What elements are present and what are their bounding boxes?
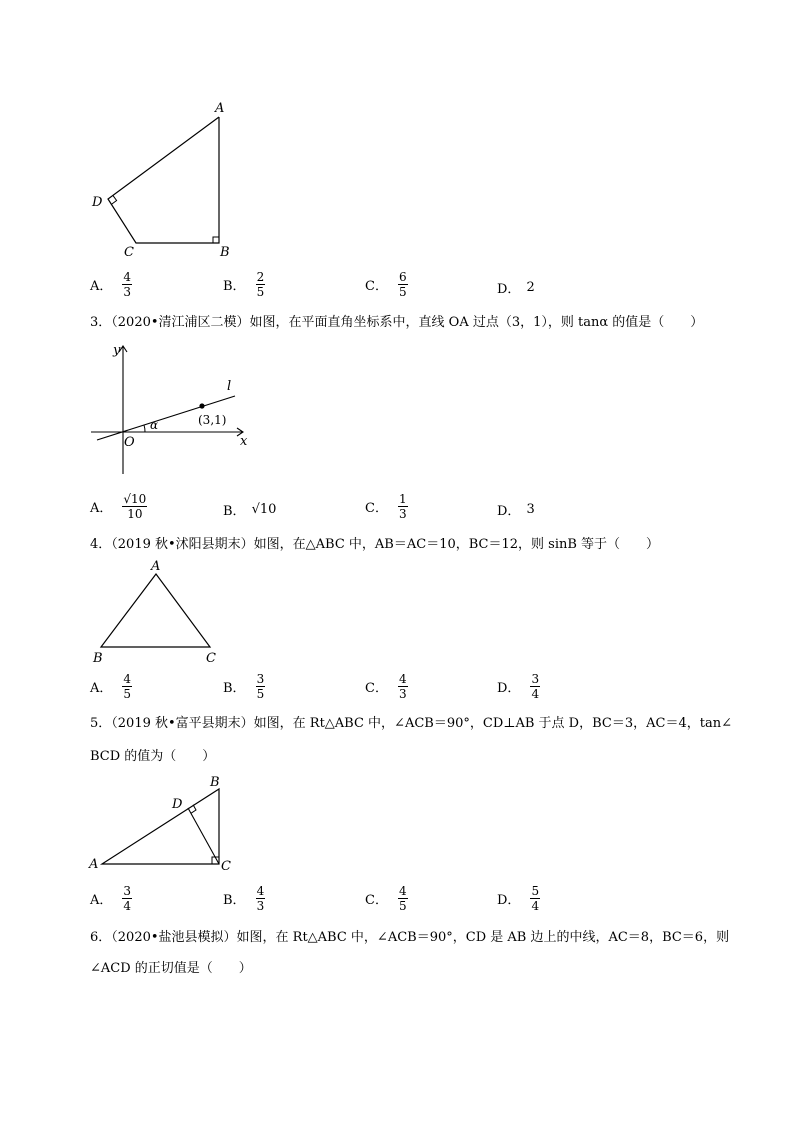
q5-option-a-letter: A．	[90, 893, 113, 908]
q3-label-o: O	[124, 435, 135, 450]
q4-option-d	[497, 672, 540, 701]
q5-option-d	[497, 884, 540, 913]
q5-altitude-cd	[188, 808, 219, 864]
q3-label-y: y	[113, 343, 121, 358]
q4-option-b-fraction: $\frac{3}{5}$	[256, 672, 265, 701]
q3-label-alpha: α	[150, 418, 159, 432]
q5-figure	[85, 770, 245, 880]
q3-option-d-letter: D．	[497, 504, 521, 519]
q5-label-c: C	[221, 859, 231, 874]
q5-option-c-fraction: $\frac{4}{5}$	[398, 884, 407, 913]
q2-label-b: B	[220, 245, 230, 260]
q5-option-b	[223, 884, 265, 913]
q2-right-angle-b	[213, 237, 219, 243]
q3-option-d	[497, 500, 535, 519]
q2-label-a: A	[215, 101, 225, 116]
q3-option-b-letter: B．	[223, 504, 246, 519]
q5-label-b: B	[210, 775, 220, 790]
q2-option-c-letter: C．	[365, 279, 388, 294]
q4-option-c-letter: C．	[365, 681, 388, 696]
q5-option-c	[365, 884, 408, 913]
q2-option-c	[365, 270, 408, 299]
q5-option-a-fraction: $\frac{3}{4}$	[123, 884, 132, 913]
q4-option-c-fraction: $\frac{4}{3}$	[398, 672, 407, 701]
q2-option-a	[90, 270, 132, 299]
q3-question-text: 3．（2020•清江浦区二模）如图，在平面直角坐标系中，直线 OA 过点（3，1），则 tanα 的值是（ ）	[90, 315, 704, 330]
q3-option-d-value: 3	[526, 502, 535, 517]
q3-label-point: (3,1)	[198, 413, 227, 427]
q2-quadrilateral	[108, 117, 219, 243]
q3-option-b	[223, 500, 276, 519]
q4-question-text: 4．（2019 秋•沭阳县期末）如图，在△ABC 中，AB＝AC＝10，BC＝12，则 sinB 等于（ ）	[90, 537, 660, 552]
q5-option-a	[90, 884, 132, 913]
q6-question-line2: ∠ACD 的正切值是（ ）	[90, 961, 252, 976]
q4-option-a-letter: A．	[90, 681, 113, 696]
q3-figure	[85, 340, 255, 480]
q4-option-c	[365, 672, 408, 701]
q5-question-line1: 5．（2019 秋•富平县期末）如图，在 Rt△ABC 中，∠ACB＝90°，CD⊥AB 于点 D，BC＝3，AC＝4，tan∠	[90, 716, 732, 731]
q5-question-line2: BCD 的值为（ ）	[90, 749, 216, 764]
q2-option-c-fraction: $\frac{6}{5}$	[398, 270, 407, 299]
q4-option-b	[223, 672, 265, 701]
q2-figure	[85, 95, 245, 265]
q3-option-c-fraction: $\frac{1}{3}$	[398, 492, 407, 521]
q4-label-a: A	[151, 559, 161, 574]
q2-label-d: D	[92, 195, 103, 210]
q4-option-d-letter: D．	[497, 681, 521, 696]
q5-label-d: D	[172, 797, 183, 812]
q4-option-b-letter: B．	[223, 681, 246, 696]
q3-label-l: l	[227, 379, 232, 394]
q4-label-c: C	[206, 651, 216, 665]
q2-option-b	[223, 270, 265, 299]
q4-option-d-fraction: $\frac{3}{4}$	[531, 672, 540, 701]
q2-label-c: C	[124, 245, 134, 260]
q2-option-d	[497, 278, 535, 297]
q3-point	[199, 403, 204, 408]
q4-label-b: B	[93, 651, 103, 665]
q4-figure	[85, 555, 225, 665]
q5-option-c-letter: C．	[365, 893, 388, 908]
q3-option-c	[365, 492, 408, 521]
q2-option-b-letter: B．	[223, 279, 246, 294]
q4-triangle	[101, 574, 210, 647]
q3-angle-arc	[144, 425, 145, 432]
q5-option-d-letter: D．	[497, 893, 521, 908]
q5-label-a: A	[89, 857, 99, 872]
q4-option-a-fraction: $\frac{4}{5}$	[123, 672, 132, 701]
q3-option-b-value: √10	[251, 502, 277, 517]
q3-label-x: x	[240, 434, 248, 449]
q5-option-b-fraction: $\frac{4}{3}$	[256, 884, 265, 913]
q5-triangle	[102, 789, 219, 864]
q6-question-line1: 6．（2020•盐池县模拟）如图，在 Rt△ABC 中，∠ACB＝90°，CD 是 AB 边上的中线，AC＝8，BC＝6，则	[90, 930, 730, 945]
q2-option-a-fraction: $\frac{4}{3}$	[123, 270, 132, 299]
q2-right-angle-d	[112, 195, 117, 204]
q2-option-d-value: 2	[526, 280, 535, 295]
q3-option-a-letter: A．	[90, 501, 113, 516]
q2-option-a-letter: A．	[90, 279, 113, 294]
q5-option-d-fraction: $\frac{5}{4}$	[531, 884, 540, 913]
q3-option-c-letter: C．	[365, 501, 388, 516]
q2-option-b-fraction: $\frac{2}{5}$	[256, 270, 265, 299]
q3-option-a-fraction: $\frac{√10}{10}$	[123, 492, 147, 521]
q2-option-d-letter: D．	[497, 282, 521, 297]
q3-option-a	[90, 492, 147, 521]
q4-option-a	[90, 672, 132, 701]
q5-option-b-letter: B．	[223, 893, 246, 908]
